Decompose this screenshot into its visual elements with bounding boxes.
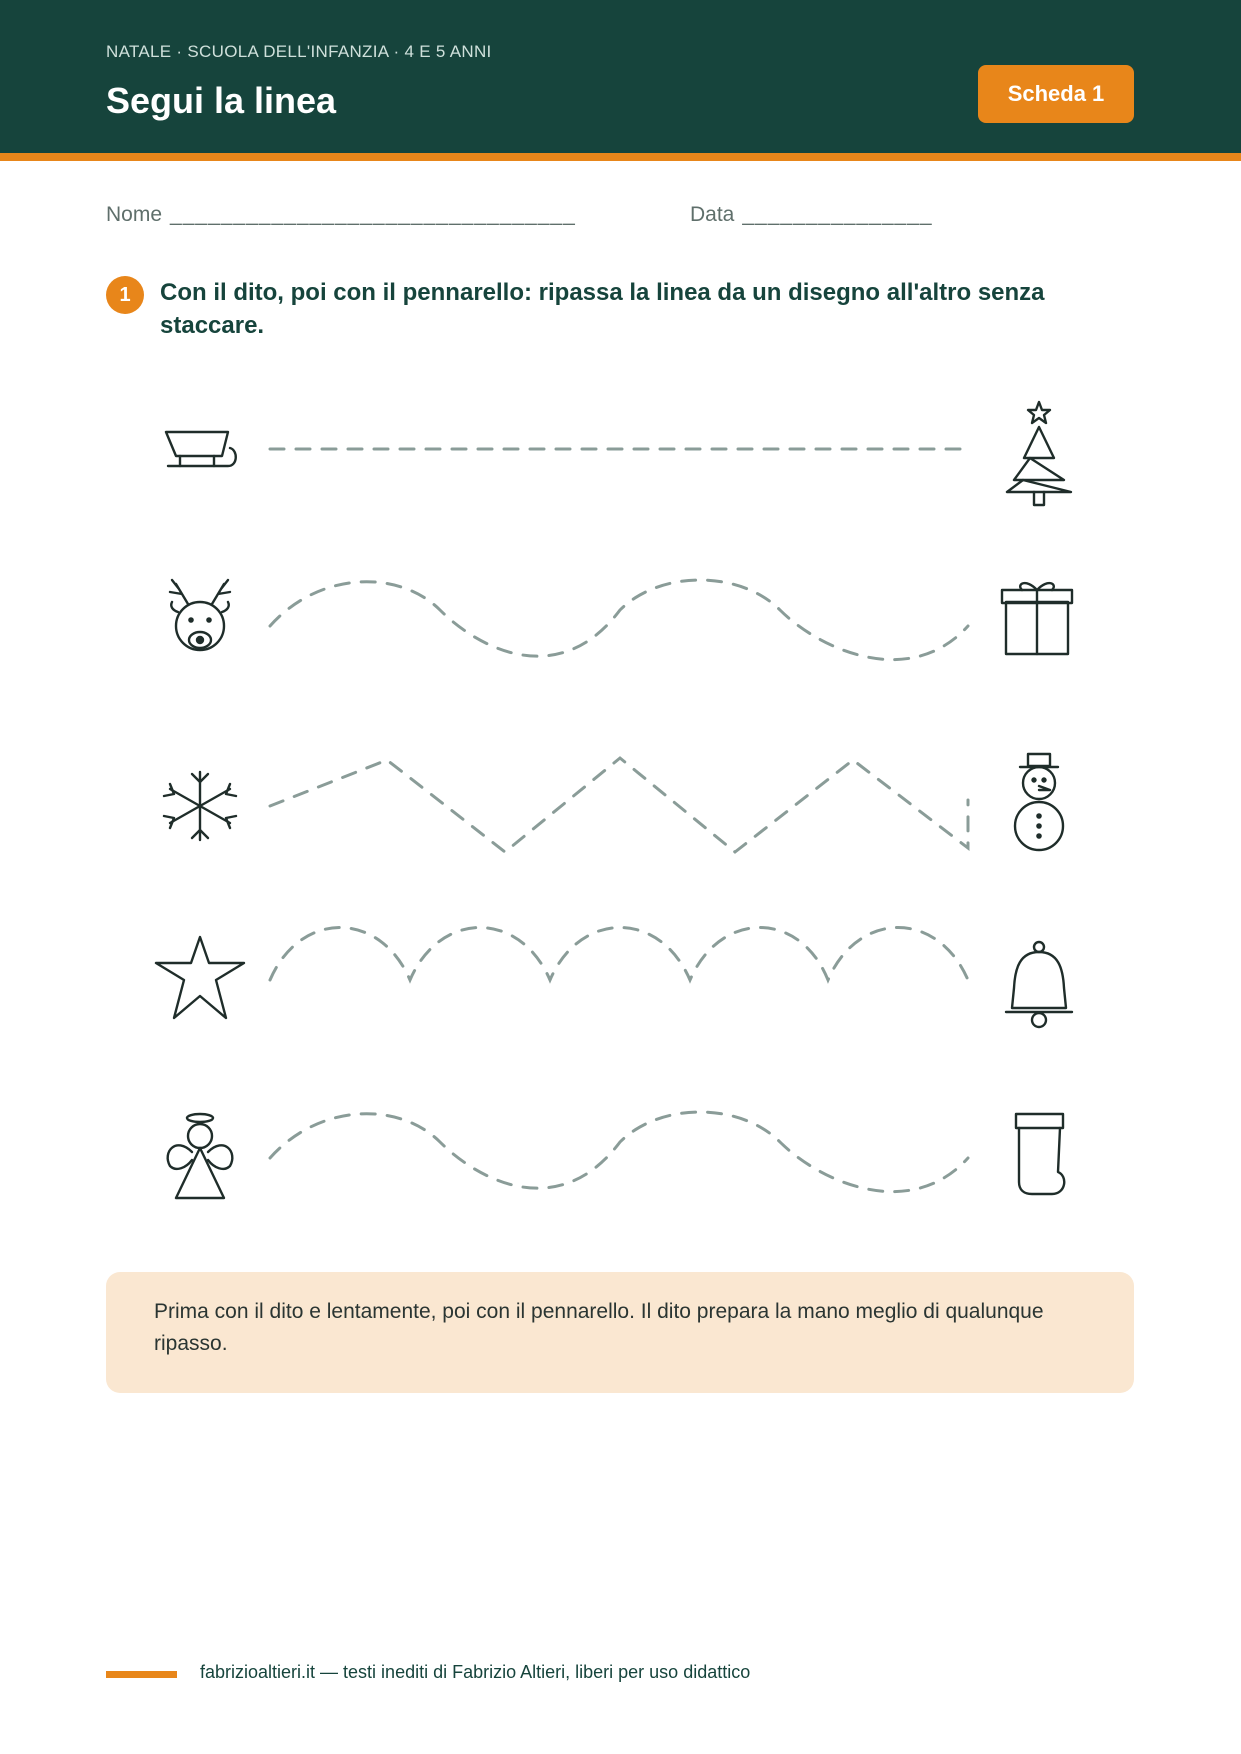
tip-box: [106, 1272, 1134, 1393]
bell-icon: [1006, 942, 1072, 1027]
name-blank-line[interactable]: ________________________________: [170, 203, 576, 226]
trace-path-wave[interactable]: [270, 580, 968, 660]
sheet-badge: Scheda 1: [978, 65, 1134, 123]
stocking-icon: [1016, 1114, 1064, 1194]
sleigh-icon: [166, 432, 236, 466]
angel-icon: [168, 1114, 233, 1198]
tip-text: Prima con il dito e lentamente, poi con il pennarello. Il dito prepara la mano meglio di qualunque ripasso.: [154, 1300, 1044, 1355]
trace-path-zigzag[interactable]: [270, 758, 968, 852]
trace-path-wave-2[interactable]: [270, 1112, 968, 1192]
exercise-instruction: Con il dito, poi con il pennarello: ripassa la linea da un disegno all'altro senza staccare.: [160, 279, 1045, 339]
trace-path-arches[interactable]: [270, 928, 968, 981]
christmas-tree-icon: [1007, 402, 1071, 505]
footer-accent-bar: [106, 1671, 177, 1678]
star-icon: [156, 937, 244, 1018]
reindeer-icon: [170, 580, 230, 650]
snowman-icon: [1015, 754, 1063, 850]
date-label: Data: [690, 203, 735, 226]
date-blank-line[interactable]: _______________: [742, 203, 933, 226]
header-kicker: NATALE · SCUOLA DELL'INFANZIA · 4 E 5 ANNI: [106, 42, 492, 61]
step-number-badge: 1: [106, 276, 144, 314]
footer-credit: fabrizioaltieri.it — testi inediti di Fabrizio Altieri, liberi per uso didattico: [200, 1662, 751, 1682]
snowflake-icon: [164, 772, 236, 840]
name-label: Nome: [106, 203, 163, 226]
page-title: Segui la linea: [106, 80, 337, 121]
gift-icon: [1002, 583, 1072, 654]
